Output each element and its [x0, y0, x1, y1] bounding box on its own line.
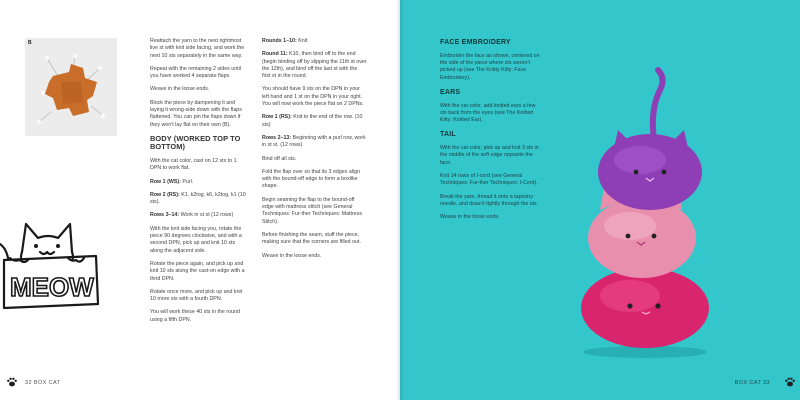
paragraph: Block the piece by dampening it and laying it wrong-side down with the flaps flattened. You can pin the flaps down if they won't lay flat on their own (B).: [150, 99, 242, 128]
paragraph: With the knit side facing you, rotate the piece 90 degrees clockwise, and with a second DPN, pick up and knit 10 sts along the adjacent side.: [150, 225, 242, 254]
paragraph: With the cat color, pick up and knit 3 sts in the middle of the soft edge opposite the face.: [440, 145, 539, 166]
paw-icon: [6, 376, 18, 388]
paragraph: Weave in the loose ends.: [150, 86, 210, 93]
paragraph: Before finishing the seam, stuff the piece, making sure that the corners are filled out.: [262, 231, 361, 246]
photo-label: B: [28, 40, 32, 46]
row-instruction: [262, 38, 367, 45]
row-text: Beginning with a purl row, work in st st. (12 rows): [262, 134, 366, 149]
row-text: Work in st st (12 rows): [179, 212, 234, 219]
flat-knitted-piece-photo: [25, 38, 117, 136]
magenta-cat: [581, 268, 709, 348]
paragraph: Begin seaming the flap to the bound-off edge with mattress stitch (see General Techniques: Fur-ther Techniques: Mattress Stitch).: [262, 196, 363, 225]
instructions-column-2: [262, 38, 367, 266]
paragraph: Bind off all sts.: [262, 155, 297, 162]
row-text: K10, then bind off to the end (begin binding off by slipping the 11th st over the 12th), and bind off the last st with the first st in the round.: [262, 51, 367, 80]
paragraph: You will work these 40 sts in the round using a fifth DPN.: [150, 309, 240, 323]
paragraph: You should have 9 sts on the DPN in your left hand and 1 st on the DPN in your right. You will now work the piece flat on 2 DPNs.: [262, 86, 364, 108]
row-label: Rows 3–14:: [150, 212, 180, 219]
section-heading-body: BODY (WORKED TOP TO BOTTOM): [150, 133, 241, 152]
row-label: Round 11:: [262, 51, 288, 58]
paragraph: With the cat color, add knitted ears a few sts back from the eyes (see The Knitted Kitty: Knitted Ear).: [440, 102, 536, 124]
paragraph: Fold the flap over so that its 3 edges align with the bound-off edge to form a boxlike shape.: [262, 168, 361, 190]
row-instruction: [262, 51, 367, 80]
paragraph: Reattach the yarn to the next rightmost live st with knit side facing, and work the next 10 sts separately in the same way.: [150, 38, 245, 59]
row-text: Knit to the end of the row. (10 sts): [262, 114, 363, 128]
row-label: Row 2 (RS):: [150, 191, 180, 198]
row-label: Rounds 1–10:: [262, 38, 297, 44]
stacked-box-cats-photo: [570, 60, 720, 360]
meow-lettering: MEOW: [10, 272, 94, 302]
paragraph: With the cat color, cast on 12 sts to 1 DPN to work flat.: [150, 158, 237, 172]
instructions-column-1: [150, 38, 248, 330]
row-instruction: [150, 179, 248, 186]
section-heading-face-embroidery: FACE EMBROIDERY: [440, 39, 511, 46]
row-instruction: [262, 114, 367, 129]
paragraph: Rotate once more, and pick up and knit 10 more sts with a fourth DPN.: [150, 288, 243, 303]
row-text: K1, k2tog, k6, k2tog, k1 (10 sts).: [150, 191, 246, 206]
row-instruction: [150, 192, 248, 207]
paragraph: Weave in the loose ends.: [262, 252, 322, 259]
purple-cat: [598, 70, 702, 210]
row-instruction: [262, 135, 367, 150]
page-number-left: 32 BOX CAT: [25, 380, 61, 386]
paragraph: Break the yarn, thread it onto a tapestry needle, and draw it tightly through the sts.: [440, 193, 539, 207]
row-label: Row 1 (RS):: [262, 114, 292, 121]
section-heading-ears: EARS: [440, 88, 461, 96]
row-text: Purl.: [180, 178, 194, 185]
row-label: Row 1 (WS):: [150, 178, 181, 185]
section-heading-tail: TAIL: [440, 131, 456, 139]
row-label: Rows 2–13:: [262, 134, 292, 141]
row-instruction: [150, 212, 248, 219]
paragraph: Knit 14 rows of I-cord (see General Techniques: Fur-ther Techniques: I-Cord).: [440, 172, 538, 187]
paragraph: Repeat with the remaining 2 sides until you have worked 4 separate flaps.: [150, 65, 241, 80]
paragraph: Weave in the loose ends.: [440, 214, 500, 221]
row-text: Knit: [296, 38, 308, 44]
book-gutter: [396, 0, 404, 400]
paw-icon: [784, 376, 796, 388]
instructions-column-right: [440, 38, 540, 227]
paragraph: Embroider the face as shown, centered on the side of the piece where sts weren't picked up (see The Knitty Kitty: Face Embroidery).: [440, 52, 540, 81]
paragraph: Rotate the piece again, and pick up and knit 10 sts along the cast-on edge with a third DPN.: [150, 260, 245, 282]
page-number-right: BOX CAT 33: [734, 380, 770, 386]
meow-cat-doodle: [0, 212, 104, 310]
